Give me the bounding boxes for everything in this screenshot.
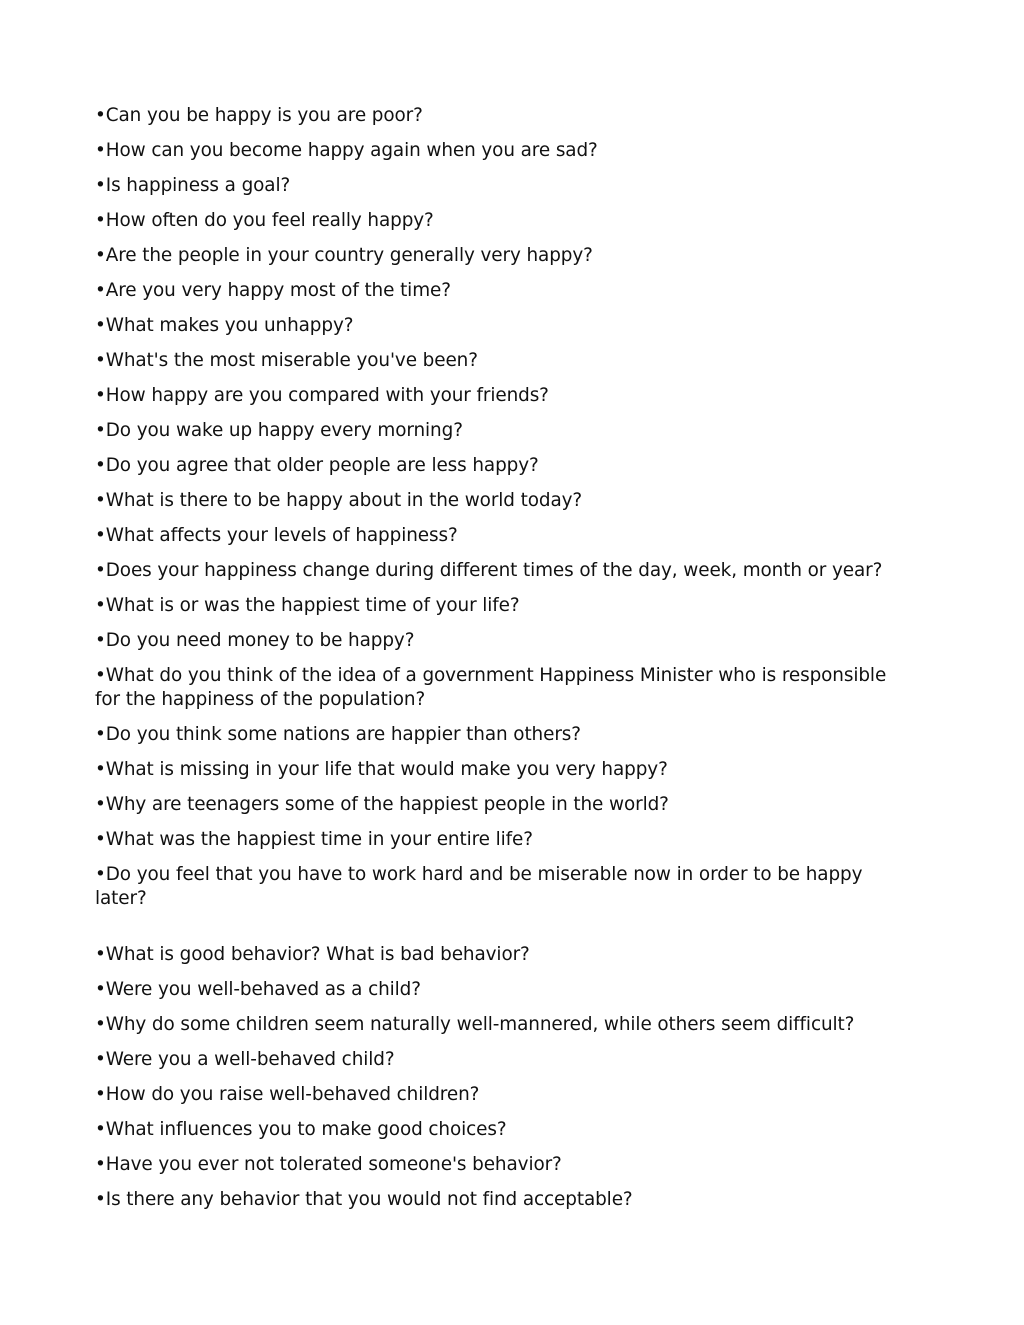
list-item: •Are you very happy most of the time? <box>95 280 451 301</box>
list-item: •Is there any behavior that you would not find acceptable? <box>95 1189 633 1210</box>
list-item: •Have you ever not tolerated someone's behavior? <box>95 1154 562 1175</box>
list-item: •What is there to be happy about in the world today? <box>95 490 583 511</box>
list-item: •How often do you feel really happy? <box>95 210 434 231</box>
list-item: •Do you feel that you have to work hard and be miserable now in order to be happy later? <box>95 864 863 909</box>
list-item: •What is good behavior? What is bad behavior? <box>95 944 530 965</box>
list-item: •What's the most miserable you've been? <box>95 350 478 371</box>
list-item: •Why are teenagers some of the happiest people in the world? <box>95 794 669 815</box>
happiness-questions-list <box>95 104 915 922</box>
list-item: •What affects your levels of happiness? <box>95 525 458 546</box>
list-item: •What influences you to make good choices? <box>95 1119 507 1140</box>
list-item: •How can you become happy again when you are sad? <box>95 140 598 161</box>
list-item: •Why do some children seem naturally well-mannered, while others seem difficult? <box>95 1014 855 1035</box>
list-item: •Do you agree that older people are less happy? <box>95 455 539 476</box>
list-item: •Were you well-behaved as a child? <box>95 979 421 1000</box>
list-item: •Do you think some nations are happier than others? <box>95 724 581 745</box>
list-item: •What do you think of the idea of a government Happiness Minister who is responsible for the happiness of the population? <box>95 665 887 710</box>
list-item: •How happy are you compared with your friends? <box>95 385 549 406</box>
list-item: •Were you a well-behaved child? <box>95 1049 395 1070</box>
list-item: •What is or was the happiest time of your life? <box>95 595 520 616</box>
list-item: •Do you need money to be happy? <box>95 630 415 651</box>
list-item: •What is missing in your life that would make you very happy? <box>95 759 668 780</box>
list-item: •Does your happiness change during different times of the day, week, month or year? <box>95 560 883 581</box>
list-item: •Can you be happy is you are poor? <box>95 105 423 126</box>
list-item: •What was the happiest time in your entire life? <box>95 829 533 850</box>
list-item: •Is happiness a goal? <box>95 175 291 196</box>
list-item: •Are the people in your country generally very happy? <box>95 245 593 266</box>
list-item: •How do you raise well-behaved children? <box>95 1084 480 1105</box>
list-item: •What makes you unhappy? <box>95 315 354 336</box>
behavior-questions-list <box>95 943 915 1223</box>
list-item: •Do you wake up happy every morning? <box>95 420 463 441</box>
